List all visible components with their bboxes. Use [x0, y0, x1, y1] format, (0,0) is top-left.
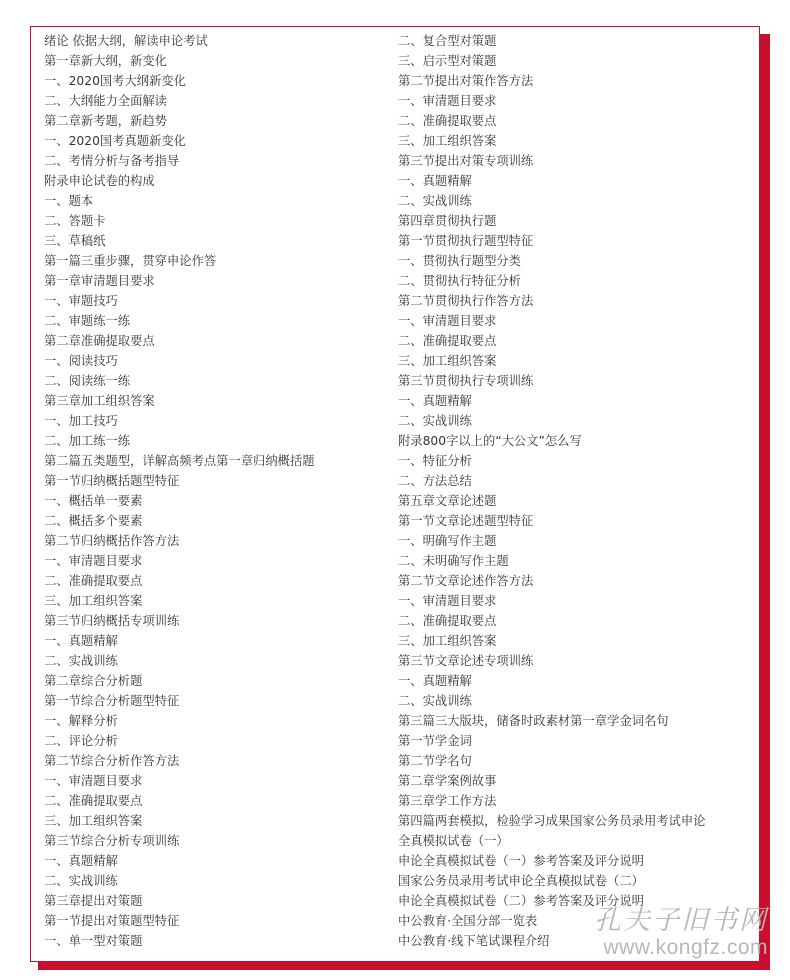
toc-entry: 第一节归纳概括题型特征 [44, 474, 180, 488]
toc-entry: 一、特征分析 [398, 454, 472, 468]
toc-entry: 中公教育·全国分部一览表 [398, 914, 538, 928]
watermark-name: 孔夫子旧书网 [594, 905, 768, 936]
toc-entry: 二、方法总结 [398, 474, 472, 488]
toc-entry: 二、复合型对策题 [398, 34, 497, 48]
toc-entry: 第一节贯彻执行题型特征 [398, 234, 534, 248]
toc-entry: 二、考情分析与备考指导 [44, 154, 180, 168]
toc-entry: 三、启示型对策题 [398, 54, 497, 68]
toc-entry: 二、审题练一练 [44, 314, 131, 328]
toc-entry: 国家公务员录用考试申论全真模拟试卷（二） [398, 874, 644, 888]
toc-entry: 第三节贯彻执行专项训练 [398, 374, 534, 388]
toc-entry: 一、单一型对策题 [44, 934, 143, 948]
toc-entry: 二、评论分析 [44, 734, 118, 748]
toc-entry: 第一节综合分析题型特征 [44, 694, 180, 708]
toc-entry: 二、大纲能力全面解读 [44, 94, 167, 108]
toc-entry: 二、准确提取要点 [44, 574, 143, 588]
toc-entry: 一、明确写作主题 [398, 534, 497, 548]
toc-entry: 二、实战训练 [398, 194, 472, 208]
toc-entry: 全真模拟试卷（一） [398, 834, 509, 848]
toc-entry: 二、准确提取要点 [398, 614, 497, 628]
toc-entry: 第一节学金词 [398, 734, 472, 748]
toc-entry: 二、未明确写作主题 [398, 554, 509, 568]
toc-entry: 第三节提出对策专项训练 [398, 154, 534, 168]
toc-entry: 第一节文章论述题型特征 [398, 514, 534, 528]
toc-entry: 一、加工技巧 [44, 414, 118, 428]
toc-right-column [398, 31, 753, 951]
toc-entry: 一、概括单一要素 [44, 494, 143, 508]
toc-entry: 一、2020国考真题新变化 [44, 134, 186, 148]
toc-entry: 一、审清题目要求 [398, 314, 497, 328]
toc-left-column [44, 31, 394, 951]
toc-entry: 申论全真模拟试卷（一）参考答案及评分说明 [398, 854, 644, 868]
toc-entry: 一、阅读技巧 [44, 354, 118, 368]
toc-entry: 二、准确提取要点 [44, 794, 143, 808]
toc-entry: 第三章提出对策题 [44, 894, 143, 908]
toc-entry: 第二节学名句 [398, 754, 472, 768]
toc-entry: 二、贯彻执行特征分析 [398, 274, 521, 288]
toc-entry: 第二节贯彻执行作答方法 [398, 294, 534, 308]
toc-entry: 二、准确提取要点 [398, 114, 497, 128]
toc-entry: 三、加工组织答案 [398, 354, 497, 368]
toc-entry: 第四篇两套模拟，检验学习成果国家公务员录用考试申论 [398, 814, 706, 828]
toc-entry: 一、真题精解 [44, 854, 118, 868]
toc-entry: 第三节综合分析专项训练 [44, 834, 180, 848]
toc-entry: 三、加工组织答案 [398, 634, 497, 648]
toc-entry: 第一篇三重步骤，贯穿申论作答 [44, 254, 217, 268]
toc-entry: 一、审清题目要求 [44, 774, 143, 788]
toc-entry: 二、答题卡 [44, 214, 106, 228]
toc-entry: 一、2020国考大纲新变化 [44, 74, 186, 88]
toc-entry: 申论全真模拟试卷（二）参考答案及评分说明 [398, 894, 644, 908]
toc-entry: 二、实战训练 [398, 414, 472, 428]
toc-entry: 第二节文章论述作答方法 [398, 574, 534, 588]
toc-entry: 一、贯彻执行题型分类 [398, 254, 521, 268]
toc-entry: 一、真题精解 [398, 674, 472, 688]
toc-entry: 第二章准确提取要点 [44, 334, 155, 348]
toc-entry: 第四章贯彻执行题 [398, 214, 497, 228]
toc-entry: 第二篇五类题型，详解高频考点第一章归纳概括题 [44, 454, 315, 468]
toc-entry: 第三节归纳概括专项训练 [44, 614, 180, 628]
toc-entry: 二、实战训练 [44, 654, 118, 668]
toc-entry: 二、阅读练一练 [44, 374, 131, 388]
toc-entry: 三、草稿纸 [44, 234, 106, 248]
toc-entry: 一、真题精解 [398, 174, 472, 188]
toc-entry: 第三篇三大版块，储备时政素材第一章学金词名句 [398, 714, 669, 728]
toc-entry: 第二节提出对策作答方法 [398, 74, 534, 88]
toc-entry: 附录申论试卷的构成 [44, 174, 155, 188]
toc-entry: 第一章审清题目要求 [44, 274, 155, 288]
watermark-url: www.kongfz.com [603, 936, 768, 959]
toc-entry: 二、准确提取要点 [398, 334, 497, 348]
toc-entry: 第三节文章论述专项训练 [398, 654, 534, 668]
toc-entry: 三、加工组织答案 [44, 814, 143, 828]
toc-entry: 二、实战训练 [44, 874, 118, 888]
toc-entry: 三、加工组织答案 [398, 134, 497, 148]
toc-entry: 第二节归纳概括作答方法 [44, 534, 180, 548]
toc-entry: 二、实战训练 [398, 694, 472, 708]
toc-entry: 一、真题精解 [398, 394, 472, 408]
toc-entry: 一、审题技巧 [44, 294, 118, 308]
toc-entry: 二、加工练一练 [44, 434, 131, 448]
toc-entry: 第五章文章论述题 [398, 494, 497, 508]
toc-entry: 附录800字以上的“大公文”怎么写 [398, 434, 582, 448]
toc-entry: 三、加工组织答案 [44, 594, 143, 608]
toc-entry: 第三章学工作方法 [398, 794, 497, 808]
toc-entry: 一、解释分析 [44, 714, 118, 728]
toc-entry: 一、审清题目要求 [44, 554, 143, 568]
toc-entry: 绪论 依据大纲，解读申论考试 [44, 34, 208, 48]
toc-entry: 一、题本 [44, 194, 94, 208]
toc-entry: 一、审清题目要求 [398, 94, 497, 108]
toc-entry: 第二章综合分析题 [44, 674, 143, 688]
toc-entry: 第一节提出对策题型特征 [44, 914, 180, 928]
toc-entry: 第一章新大纲，新变化 [44, 54, 167, 68]
toc-entry: 中公教育·线下笔试课程介绍 [398, 934, 550, 948]
toc-entry: 第二章新考题，新趋势 [44, 114, 167, 128]
toc-page [30, 26, 760, 962]
toc-entry: 第二节综合分析作答方法 [44, 754, 180, 768]
toc-entry: 一、真题精解 [44, 634, 118, 648]
toc-entry: 第三章加工组织答案 [44, 394, 155, 408]
toc-entry: 二、概括多个要素 [44, 514, 143, 528]
toc-entry: 第二章学案例故事 [398, 774, 497, 788]
toc-entry: 一、审清题目要求 [398, 594, 497, 608]
